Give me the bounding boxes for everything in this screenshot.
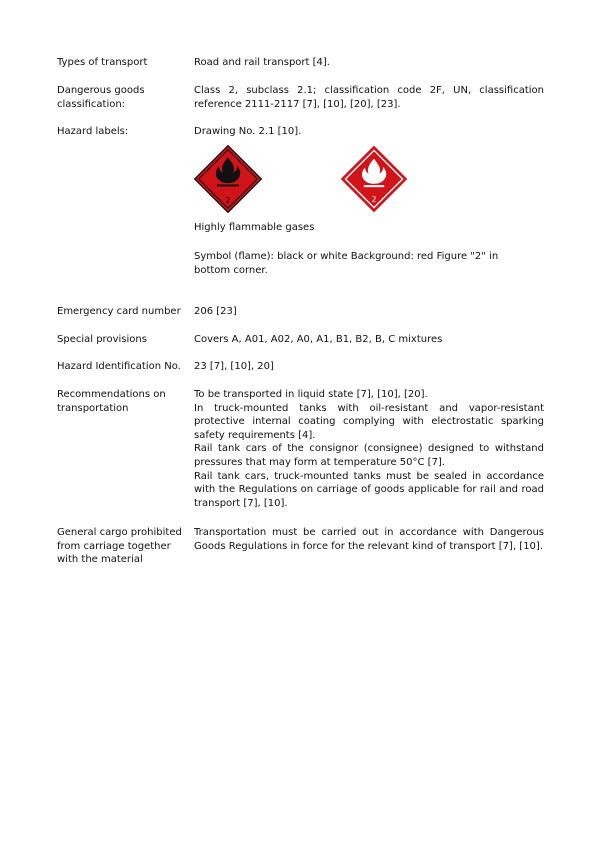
label-emergency: Emergency card number [57,306,181,317]
row-emergency [57,305,537,319]
row-hazard-id [57,360,537,374]
hazard-class-number: 2 [225,195,231,205]
hazard-label-images [194,145,414,213]
row-special [57,333,537,347]
value-special: Covers A, A01, A02, A0, A1, B1, B2, B, C mixtures [194,334,443,345]
row-recommendations [57,388,544,513]
row-transport [57,56,537,70]
value-transport: Road and rail transport [4]. [194,57,330,68]
hazard-desc-line: Figure "2" in bottom corner. [194,251,499,276]
hazard-caption: Highly flammable gases [194,222,315,233]
hazard-diamond-white-flame-icon [340,145,408,213]
label-transport: Types of transport [57,57,148,68]
value-recommendations [194,388,544,510]
recommendation-line: Rail tank cars of the consignor (consignee) designed to withstand pressures that may form at temperature 50°C [7]. [194,443,544,468]
label-hazard-labels: Hazard labels: [57,126,129,137]
hazard-desc-line: Symbol (flame): black or white [194,251,348,262]
label-classification: Dangerous goods classification: [57,85,145,110]
hazard-diamond-black-flame-icon [194,145,262,213]
value-general-cargo: Transportation must be carried out in accordance with Dangerous Goods Regulations in force for the relevant kind of transport [7], [10]. [194,527,544,552]
hazard-description [194,250,534,277]
recommendation-line: In truck-mounted tanks with oil-resistant and vapor-resistant protective internal coating complying with electrostatic sparking safety requirements [4]. [194,402,544,441]
recommendation-line: Rail tank cars, truck-mounted tanks must be sealed in accordance with the Regulations on carriage of goods applicable for rail and road transport [7], [10]. [194,470,544,509]
recommendation-line: To be transported in liquid state [7], [10], [20]. [194,389,428,400]
value-emergency: 206 [23] [194,306,237,317]
hazard-class-number: 2 [371,195,377,205]
hazard-desc-line: Background: red [350,251,434,262]
label-recommendations: Recommendations on transportation [57,389,166,414]
value-classification: Class 2, subclass 2.1; classification code 2F, UN, classification reference 2111-2117 [7], [10], [20], [23]. [194,85,544,110]
value-hazard-id: 23 [7], [10], 20] [194,361,274,372]
row-general-cargo [57,526,544,568]
label-general-cargo: General cargo prohibited from carriage together with the material [57,527,182,566]
row-classification [57,84,544,112]
label-hazard-id: Hazard Identification No. [57,361,181,372]
label-special: Special provisions [57,334,147,345]
value-hazard-labels: Drawing No. 2.1 [10]. [194,126,302,137]
